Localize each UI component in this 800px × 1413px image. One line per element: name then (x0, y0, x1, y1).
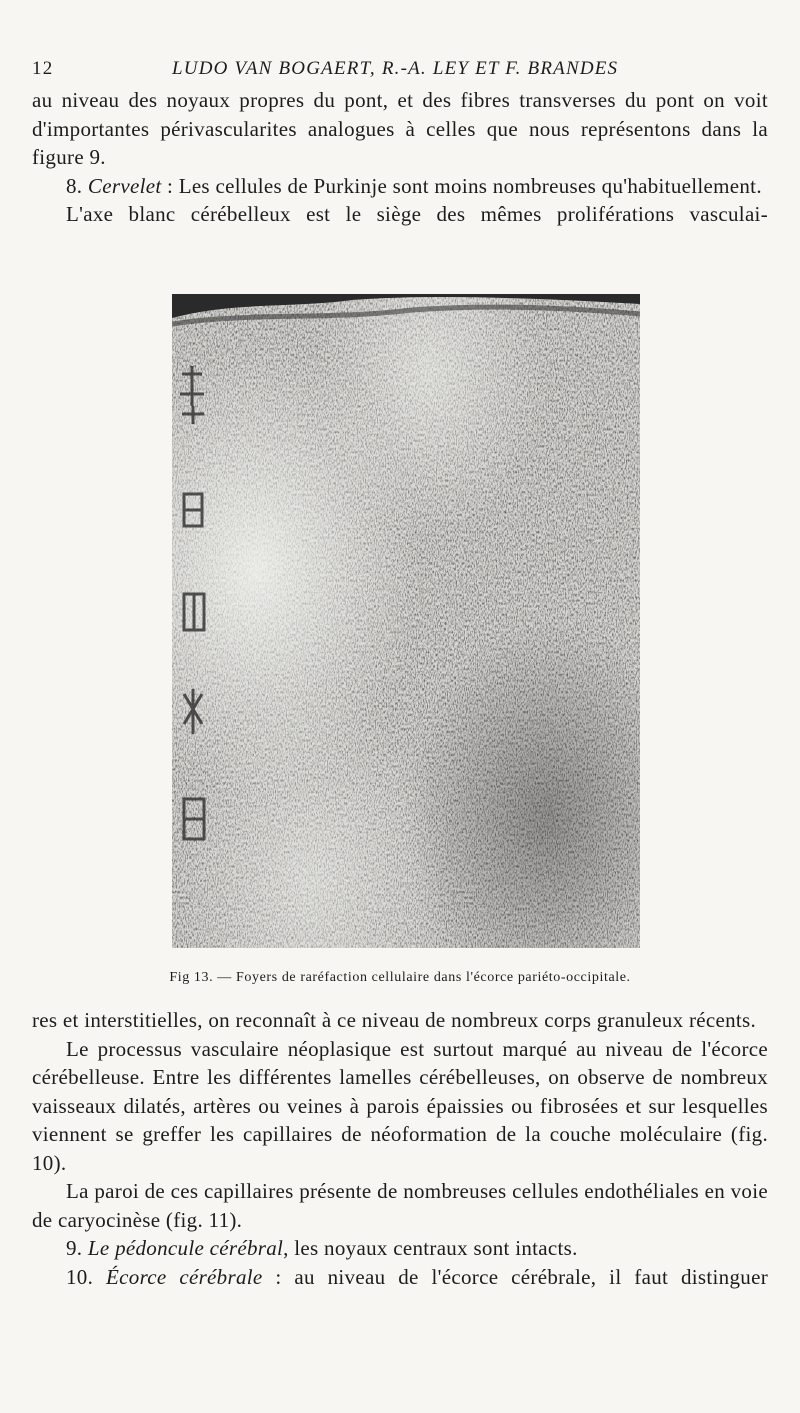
page-header (32, 58, 772, 88)
figure-caption: Fig 13. — Foyers de raréfaction cellulaire dans l'écorce pariéto-occipitale. (169, 970, 631, 985)
item-heading: Cervelet (87, 173, 162, 198)
running-title: LUDO VAN BOGAERT, R.-A. LEY ET F. BRANDES (172, 58, 619, 79)
micrograph-image (172, 294, 640, 948)
item-heading: Écorce cérébrale (106, 1264, 263, 1289)
item-number: 9. (66, 1236, 83, 1260)
paragraph-continuation: res et interstitielles, on reconnaît à ce niveau de nombreux corps granuleux récents. (32, 1008, 757, 1032)
paragraph-pont: au niveau des noyaux propres du pont, et des fibres transverses du pont on voit d'importantes périvascularites analogues à celles que nous représentons dans la figure 9. (32, 88, 768, 169)
paragraph-ecorce (32, 1263, 768, 1292)
bottom-text-block (32, 1006, 768, 1291)
item-body: , les noyaux centraux sont intacts. (283, 1236, 578, 1260)
item-number: 10. (66, 1264, 94, 1289)
paragraph-cervelet (32, 172, 768, 201)
paragraph-processus-vasculaire: Le processus vasculaire néoplasique est surtout marqué au niveau de l'écorce cérébelleuse. Entre les différentes lamelles cérébelleuses, on observe de nombreux vaisseaux dilatés, artères ou veines à parois épaissies ou fibrosées et sur lesquelles viennent se greffer les capillaires de néoformation de la couche moléculaire (fig. 10). (32, 1036, 768, 1175)
item-heading: Le pédoncule cérébral (87, 1236, 284, 1260)
item-body: : Les cellules de Purkinje sont moins nombreuses qu'habituellement. (161, 173, 762, 198)
top-text-block (32, 86, 768, 229)
paragraph-axe-blanc: L'axe blanc cérébelleux est le siège des mêmes proliférations vasculai- (66, 202, 768, 226)
paragraph-paroi-capillaires: La paroi de ces capillaires présente de nombreuses cellules endothéliales en voie de caryocinèse (fig. 11). (32, 1179, 768, 1232)
paragraph-pedoncule (32, 1234, 768, 1263)
item-number: 8. (66, 173, 83, 198)
item-body: : au niveau de l'écorce cérébrale, il faut distinguer (262, 1264, 768, 1289)
page-number: 12 (32, 58, 54, 79)
micrograph-figure (172, 294, 640, 948)
